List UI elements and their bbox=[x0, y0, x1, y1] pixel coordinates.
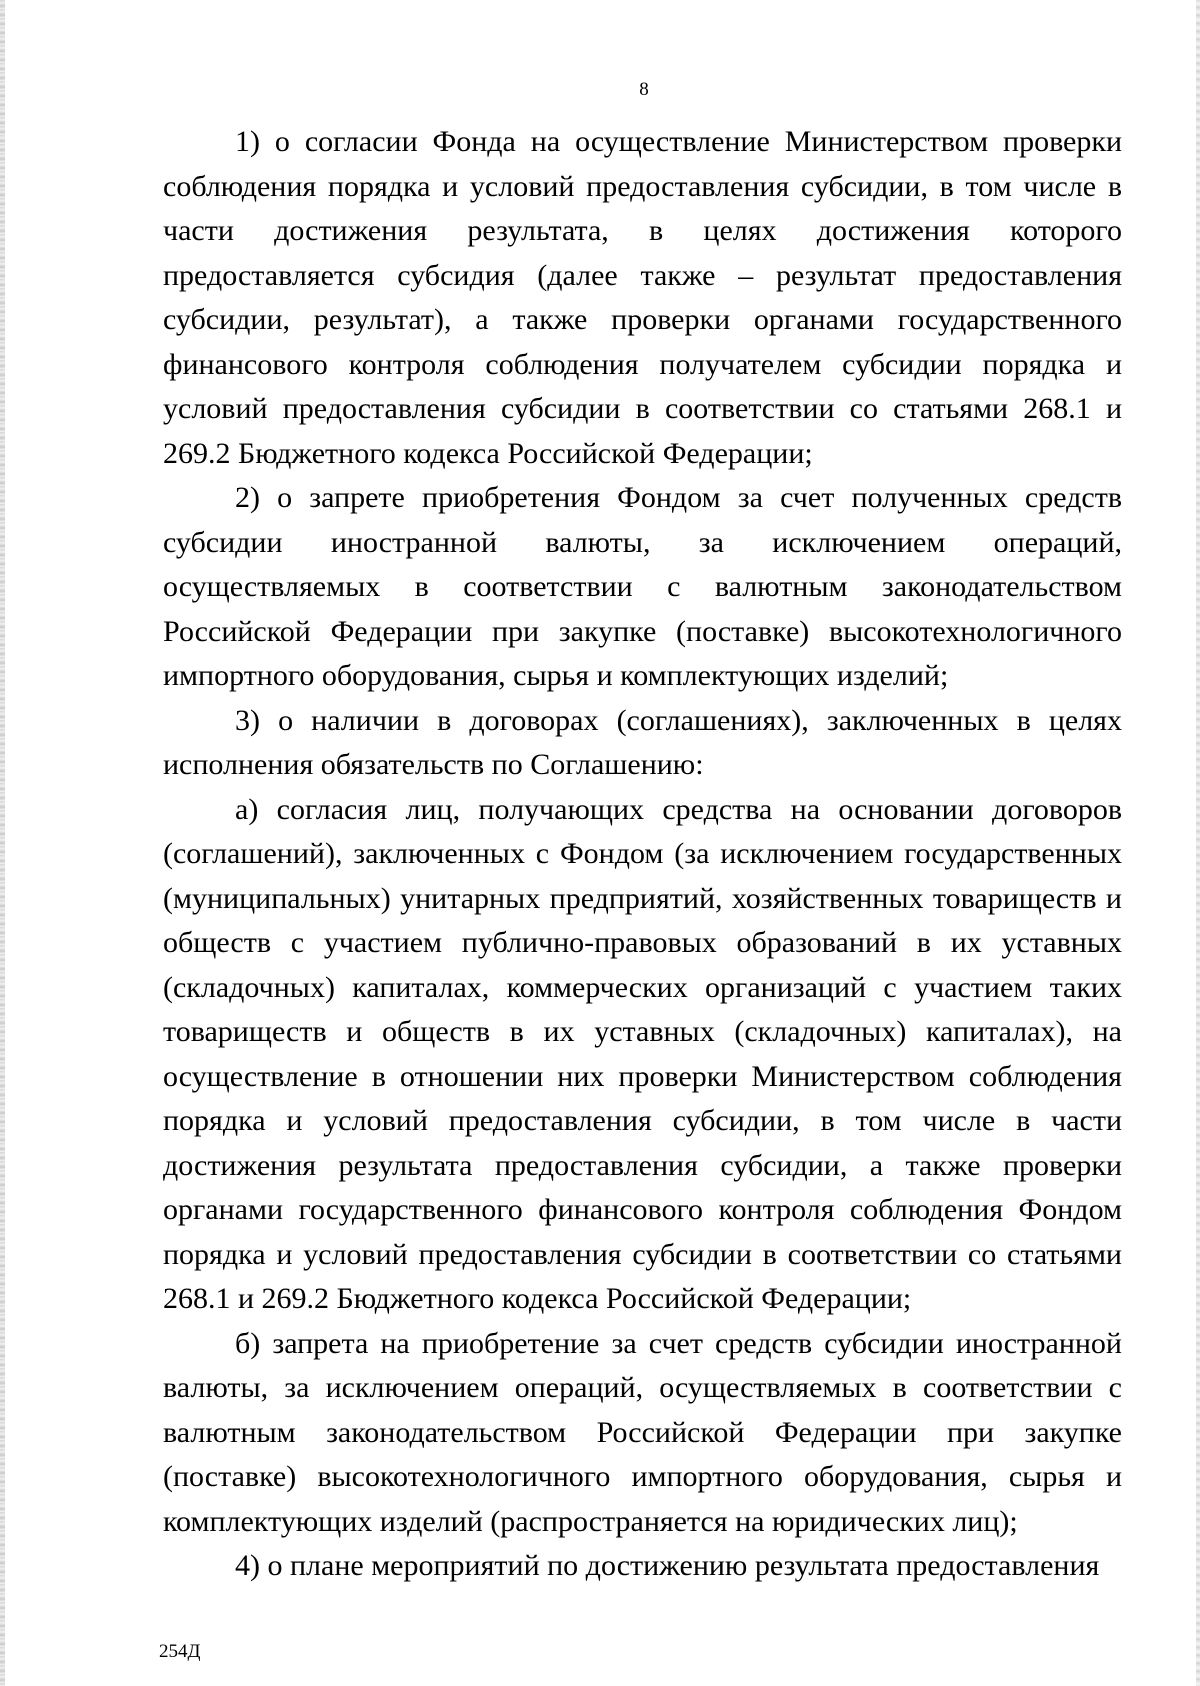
page-number: 8 bbox=[639, 79, 649, 100]
paragraph-subitem-a: а) согласия лиц, получающих средства на основании договоров (соглашений), заключенных с Фондом (за исключением государственных (муниципальных) унитарных предприятий, хозяйственных товариществ и обществ с участием публично-правовых образований в их уставных (складочных) капиталах, коммерческих организаций с участием таких товариществ и обществ в их уставных (складочных) капиталах), на осуществление в отношении них проверки Министерством соблюдения порядка и условий предоставления субсидии, в том числе в части достижения результата предоставления субсидии, а также проверки органами государственного финансового контроля соблюдения Фондом порядка и условий предоставления субсидии в соответствии со статьями 268.1 и 269.2 Бюджетного кодекса Российской Федерации; bbox=[163, 792, 1122, 1315]
paragraph-item-4: 4) о плане мероприятий по достижению результата предоставления bbox=[235, 1549, 1100, 1582]
paragraph-item-3: 3) о наличии в договорах (соглашениях), заключенных в целях исполнения обязательств по Соглашению: bbox=[163, 703, 1122, 781]
paragraph-item-2: 2) о запрете приобретения Фондом за счет полученных средств субсидии иностранной валюты, за исключением операций, осуществляемых в соответствии с валютным законодательством Российской Федерации при закупке (поставке) высокотехнологичного импортного оборудования, сырья и комплектующих изделий; bbox=[163, 481, 1122, 692]
paragraph-subitem-b: б) запрета на приобретение за счет средств субсидии иностранной валюты, за исключением операций, осуществляемых в соответствии с валютным законодательством Российской Федерации при закупке (поставке) высокотехнологичного импортного оборудования, сырья и комплектующих изделий (распространяется на юридических лиц); bbox=[163, 1326, 1122, 1538]
document-code: 254Д bbox=[159, 1641, 201, 1662]
scan-edge-right bbox=[1196, 0, 1200, 1686]
paragraph-item-1: 1) о согласии Фонда на осуществление Министерством проверки соблюдения порядка и условий предоставления субсидии, в том числе в части достижения результата, в целях достижения которого предоставляется субсидия (далее также – результат предоставления субсидии, результат), а также проверки органами государственного финансового контроля соблюдения получателем субсидии порядка и условий предоставления субсидии в соответствии со статьями 268.1 и 269.2 Бюджетного кодекса Российской Федерации; bbox=[163, 125, 1122, 470]
scan-edge-left bbox=[0, 0, 5, 1686]
document-body bbox=[163, 120, 1122, 1589]
